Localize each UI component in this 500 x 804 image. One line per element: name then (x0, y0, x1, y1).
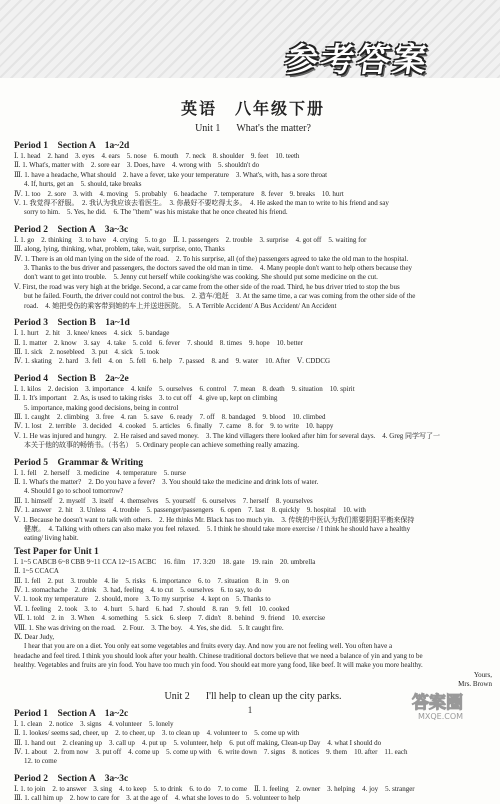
answer-line: but he failed. Fourth, the driver could not control the bus. 2. 造车/追赶 3. At the same time, a car was coming from the other side of the (24, 292, 416, 301)
answer-line: Ⅴ. 1. took my temperature 2. should, more 3. To my surprise 4. kept on 5. Thanks to (14, 595, 271, 604)
answer-line: road. 4. 她把受伤的乘客带到她的车上并送进医院。 5. A Terrible Accident/ A Bus Accident/ An Accident (24, 301, 337, 310)
answer-line: Ⅳ. 1. There is an old man lying on the side of the road. 2. To his surprise, all (of the) passengers agreed to take the old man to the hospital. (14, 254, 409, 263)
unit1-heading (14, 123, 492, 134)
unit1-period5-title: Period 5 Grammar & Writing (14, 457, 144, 468)
answer-line: Ⅲ. 1. hand out 2. cleaning up 3. call up 4. put up 5. volunteer, help 6. put off making, Clean-up Day 4. what I should do (14, 738, 382, 747)
unit1-period4-title: Period 4 Section B 2a~2e (14, 373, 129, 384)
answer-line: Ⅳ. 1. lost 2. terrible 3. decided 4. cooked 5. articles 6. finally 7. came 8. for 9. to write 10. happy (14, 422, 334, 431)
unit1-period2-title: Period 2 Section A 3a~3c (14, 224, 129, 235)
answer-line: Ⅱ. 1. What's the matter? 2. Do you have a fever? 3. You should take the medicine and drink lots of water. (14, 477, 319, 486)
unit2-label: Unit 2 (164, 690, 190, 702)
unit1-period1-title: Period 1 Section A 1a~2d (14, 141, 130, 151)
unit1-test-title: Test Paper for Unit 1 (14, 546, 99, 557)
answer-line: Ⅰ. 1. hurt 2. hit 3. knee/ knees 4. sick 5. bandage (14, 329, 170, 338)
answer-line: Ⅵ. 1. feeling 2. took 3. to 4. hurt 5. hard 6. had 7. should 8. ran 9. fell 10. cooked (14, 604, 290, 613)
answer-line: 本关于他的故事的畅销书。（书名） 5. Ordinary people can achieve something really amazing. (24, 441, 300, 450)
answer-line: Ⅲ. 1. call him up 2. how to care for 3. at the age of 4. what she loves to do 5. volunteer to help (14, 794, 301, 803)
book-title: 英语 八年级下册 (180, 99, 325, 118)
answer-line: Ⅰ. 1. clean 2. notice 3. signs 4. volunteer 5. lonely (14, 719, 174, 728)
answer-line: Ⅳ. 1. skating 2. hard 3. fell 4. on 5. fell 6. help 7. passed 8. and 9. water 10. After Ⅴ. CDDCG (14, 357, 331, 366)
answer-line: Ⅴ. 1. Because he doesn't want to talk with others. 2. He thinks Mr. Black has too much yin. 3. 传统的中医认为我们需要阴阳平衡来保持 (14, 515, 415, 524)
answer-line: Ⅷ. 1. She was driving on the road. 2. Four. 3. The boy. 4. Yes, she did. 5. It caught fire. (14, 623, 284, 632)
answer-line: Ⅲ. along, lying, thinking, what, problem, take, wait, surprise, onto, Thanks (14, 245, 225, 254)
unit1-title: What's the matter? (236, 123, 311, 134)
answer-line: eating/ living habit. (24, 534, 79, 543)
answer-line: Ⅳ. 1. answer 2. hit 3. Unless 4. trouble 5. passenger/passengers 6. open 7. last 8. quickly 9. hospital 10. with (14, 506, 366, 515)
answer-line: Ⅲ. 1. caught 2. climbing 3. free 4. ran 5. save 6. ready 7. off 8. bandaged 9. blood 10. climbed (14, 412, 326, 421)
answer-line: Ⅲ. 1. sick 2. nosebleed 3. put 4. sick 5. took (14, 347, 160, 356)
unit2-title: I'll help to clean up the city parks. (205, 690, 342, 702)
unit2-period2-title: Period 2 Section A 3a~3c (14, 773, 129, 784)
watermark-url: MXQE.COM (418, 712, 464, 721)
watermark-text: 答案圈 (412, 693, 463, 713)
letter-line: headache and feel tired. I think you should look after your health. Chinese traditional doctors believe that we need a balance of yin and yang to be (14, 651, 423, 660)
letter-line: healthy. Vegetables and fruits are yin food. You have too much yin food. You should eat more yang food, like beef. It will make you more healthy. (14, 661, 423, 670)
answer-line: Ⅱ. 1. lookes/ seems sad, cheer, up 2. to cheer, up 3. to clean up 4. volunteer to 5. come up with (14, 729, 300, 738)
answer-line: sorry to him. 5. Yes, he did. 6. The "them" was his mistake that he once cheated his friend. (24, 208, 288, 217)
unit1-period3-title: Period 3 Section B 1a~1d (14, 318, 130, 329)
answer-line: Ⅰ. 1. to join 2. to answer 3. sing 4. to keep 5. to drink 6. to do 7. to come Ⅱ. 1. feeling 2. owner 3. helping 4. joy 5. stranger (14, 784, 415, 793)
answer-line: 12. to come (24, 757, 57, 766)
unit2-period1-title: Period 1 Section A 1a~2c (14, 708, 129, 719)
answer-line: Ⅴ. 1. 我觉得不舒服。 2. 我认为我应该去看医生。 3. 你最好不要吃得太多。 4. He asked the man to write to his friend and say (14, 199, 389, 208)
answer-line: Ⅱ. 1. matter 2. know 3. say 4. take 5. cold 6. fever 7. should 8. times 9. hope 10. better (14, 338, 303, 347)
answer-line: Ⅳ. 1. stomachache 2. drink 3. had, feeling 4. to cut 5. ourselves 6. to say, to do (14, 586, 262, 595)
answer-line: Ⅰ. 1. go 2. thinking 3. to have 4. crying 5. to go Ⅱ. 1. passengers 2. trouble 3. surprise 4. got off 5. waiting for (14, 235, 367, 244)
answer-line: Ⅰ. 1. fell 2. herself 3. medicine 4. temperature 5. nurse (14, 468, 186, 477)
answer-line: 4. Should I go to school tomorrow? (24, 487, 124, 496)
watermark-logo (408, 692, 492, 722)
answer-line: don't want to get into trouble. 5. Jenny cut herself while cooking/she was cooking. She should put some medicine on the cut. (24, 273, 378, 282)
answer-line: Ⅰ. 1. kilos 2. decision 3. importance 4. knife 5. ourselves 6. control 7. mean 8. death 9. situation 10. spirit (14, 384, 355, 393)
answer-line: 5. importance, making good decisions, being in control (24, 403, 179, 412)
answer-line: Ⅱ. 1. What's, matter with 2. sore ear 3. Does, have 4. wrong with 5. shouldn't do (14, 161, 260, 170)
letter-signature: Mrs. Brown (458, 679, 492, 688)
answer-line: Ⅲ. 1. have a headache, What should 2. have a fever, take your temperature 3. What's, with, has a sore throat (14, 170, 328, 179)
header-banner (0, 0, 500, 78)
answer-line: Ⅰ. 1~5 CABCB 6~8 CBB 9~11 CCA 12~15 ACBC 16. film 17. 3:20 18. gate 19. rain 20. umbrella (14, 557, 316, 566)
answer-line: Ⅱ. 1. It's important 2. As, is used to taking risks 3. to cut off 4. give up, kept on climbing (14, 394, 278, 403)
letter-closing: Yours, (473, 670, 492, 679)
answer-line: Ⅳ. 1. too 2. sore 3. with 4. moving 5. probably 6. headache 7. temperature 8. fever 9. breaks 10. hurt (14, 189, 344, 198)
answer-line: Ⅶ. 1. told 2. in 3. When 4. something 5. sick 6. sleep 7. didn't 8. behind 9. friend 10. exercise (14, 614, 326, 623)
answer-line: 4. If, hurts, get an 5. should, take breaks (24, 180, 142, 189)
answer-line: Ⅴ. 1. He was injured and hungry. 2. He raised and saved money. 3. The kind villagers there looked after him for several days. 4. Greg 同学写了一 (14, 431, 441, 440)
answer-line: Ⅲ. 1. fell 2. put 3. trouble 4. lie 5. risks 6. importance 6. to 7. situation 8. in 9. on (14, 576, 290, 585)
answer-line: 健康。 4. Talking with others can also make you feel relaxed. 5. I think he should take more exercise / I think he should have a healthy (24, 525, 411, 533)
answer-line: Ⅱ. 1~5 CCACA (14, 567, 59, 576)
letter-line: I hear that you are on a diet. You only eat some vegetables and fruits every day. And now you are not feeling well. You often have a (24, 642, 393, 651)
unit1-label: Unit 1 (195, 123, 221, 134)
answer-line: Ⅳ. 1. about 2. from now 3. put off 4. come up 5. come up with 6. write down 7. signs 8. notices 9. them 10. after 11. each (14, 747, 408, 756)
page-number: 1 (247, 705, 253, 715)
answer-line: 3. Thanks to the bus driver and passengers, the doctors saved the old man in time. 4. Many people don't want to help others because they (24, 264, 412, 273)
answer-line: Ⅰ. 1. head 2. hand 3. eyes 4. ears 5. nose 6. mouth 7. neck 8. shoulder 9. feet 10. teeth (14, 152, 300, 160)
answer-key-title: 参考答案 (282, 39, 432, 79)
answer-line: Ⅴ. First, the road was very high at the bridge. Second, a car came from the other side of the road. Third, he bus driver tried to stop the bus (14, 282, 400, 291)
letter-salutation: Ⅸ. Dear Judy, (14, 633, 55, 642)
answer-line: Ⅲ. 1. himself 2. myself 3. itself 4. themselves 5. yourself 6. ourselves 7. herself 8. yourselves (14, 496, 313, 505)
